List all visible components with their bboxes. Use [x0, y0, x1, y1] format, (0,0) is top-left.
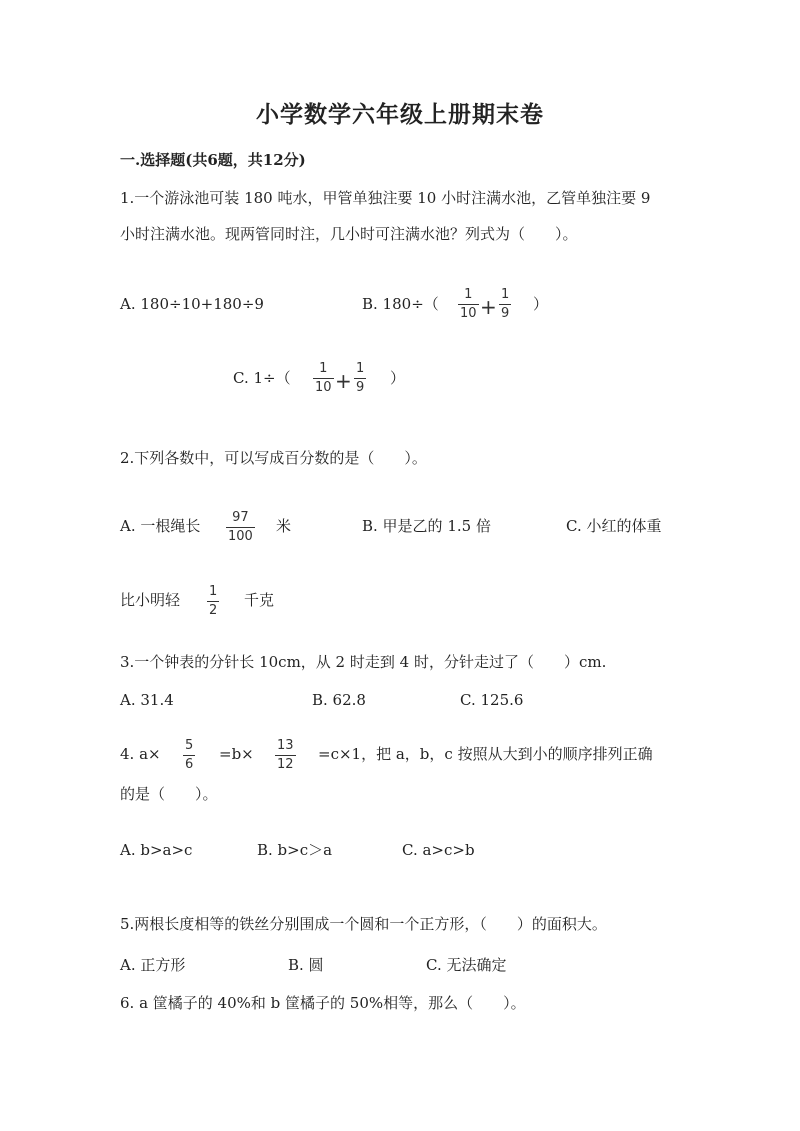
plus-sign: +: [335, 369, 352, 393]
q1-option-c-prefix: C. 1÷（: [233, 369, 291, 387]
q5-option-c[interactable]: C. 无法确定: [426, 956, 507, 974]
denominator: 9: [356, 380, 365, 395]
denominator: 10: [315, 380, 332, 395]
q1-stem-line2: 小时注满水池。现两管同时注，几小时可注满水池？列式为（ ）。: [120, 225, 578, 243]
q1-option-b-suffix: ）: [533, 295, 549, 313]
q2-option-c-line1[interactable]: C. 小红的体重: [566, 517, 662, 535]
q4-stem-part1: 4. a×: [120, 745, 161, 763]
q5-stem: 5.两根长度相等的铁丝分别围成一个圆和一个正方形，（ ）的面积大。: [120, 915, 607, 933]
numerator: 1: [356, 361, 365, 376]
q1-option-a[interactable]: A. 180÷10+180÷9: [120, 295, 264, 313]
q4-option-a[interactable]: A. b>a>c: [120, 841, 193, 859]
q2-c-fraction: [207, 584, 219, 619]
q2-a-fraction: [226, 510, 255, 545]
q4-stem-line2: 的是（ ）。: [120, 785, 218, 803]
q3-option-b[interactable]: B. 62.8: [312, 691, 366, 709]
q4-option-b[interactable]: B. b>c＞a: [257, 841, 333, 859]
numerator: 13: [277, 738, 294, 753]
numerator: 1: [209, 584, 218, 599]
q3-option-c[interactable]: C. 125.6: [460, 691, 524, 709]
q2-option-a-suffix: 米: [276, 517, 292, 535]
denominator: 6: [185, 757, 194, 772]
denominator: 2: [209, 603, 218, 618]
q6-stem: 6. a 筐橘子的 40%和 b 筐橘子的 50%相等，那么（ ）。: [120, 994, 526, 1012]
plus-sign: +: [480, 295, 497, 319]
q1-option-c-suffix: ）: [390, 369, 406, 387]
q4-stem-part2: =b×: [219, 745, 254, 763]
q2-option-a-prefix: A. 一根绳长: [120, 517, 201, 535]
q1-b-fraction-2: [499, 287, 511, 322]
q1-c-fraction-2: [354, 361, 366, 396]
q1-b-fraction-1: [458, 287, 479, 322]
q2-option-b[interactable]: B. 甲是乙的 1.5 倍: [362, 517, 491, 535]
q2-option-c-suffix: 千克: [244, 591, 275, 609]
q1-option-b-prefix: B. 180÷（: [362, 295, 439, 313]
denominator: 12: [277, 757, 294, 772]
q1-stem-line1: 1.一个游泳池可装 180 吨水，甲管单独注要 10 小时注满水池，乙管单独注要 9: [120, 189, 651, 207]
q1-c-fraction-1: [313, 361, 334, 396]
numerator: 1: [464, 287, 473, 302]
denominator: 9: [501, 306, 510, 321]
q4-option-c[interactable]: C. a>c>b: [402, 841, 475, 859]
numerator: 5: [185, 738, 194, 753]
numerator: 97: [232, 510, 249, 525]
q4-fraction-2: [275, 738, 296, 773]
q5-option-b[interactable]: B. 圆: [288, 956, 324, 974]
denominator: 10: [460, 306, 477, 321]
denominator: 100: [228, 529, 253, 544]
q4-fraction-1: [183, 738, 195, 773]
page-title: 小学数学六年级上册期末卷: [256, 101, 544, 128]
q2-option-c-prefix: 比小明轻: [120, 591, 181, 609]
q4-stem-part3: =c×1，把 a，b，c 按照从大到小的顺序排列正确: [318, 745, 653, 763]
q5-option-a[interactable]: A. 正方形: [120, 956, 186, 974]
q2-stem: 2.下列各数中，可以写成百分数的是（ ）。: [120, 449, 427, 467]
q3-stem: 3.一个钟表的分针长 10cm，从 2 时走到 4 时，分针走过了（ ）cm.: [120, 653, 607, 671]
section-heading: 一.选择题(共6题，共12分): [120, 151, 306, 169]
numerator: 1: [319, 361, 328, 376]
q3-option-a[interactable]: A. 31.4: [120, 691, 174, 709]
numerator: 1: [501, 287, 510, 302]
